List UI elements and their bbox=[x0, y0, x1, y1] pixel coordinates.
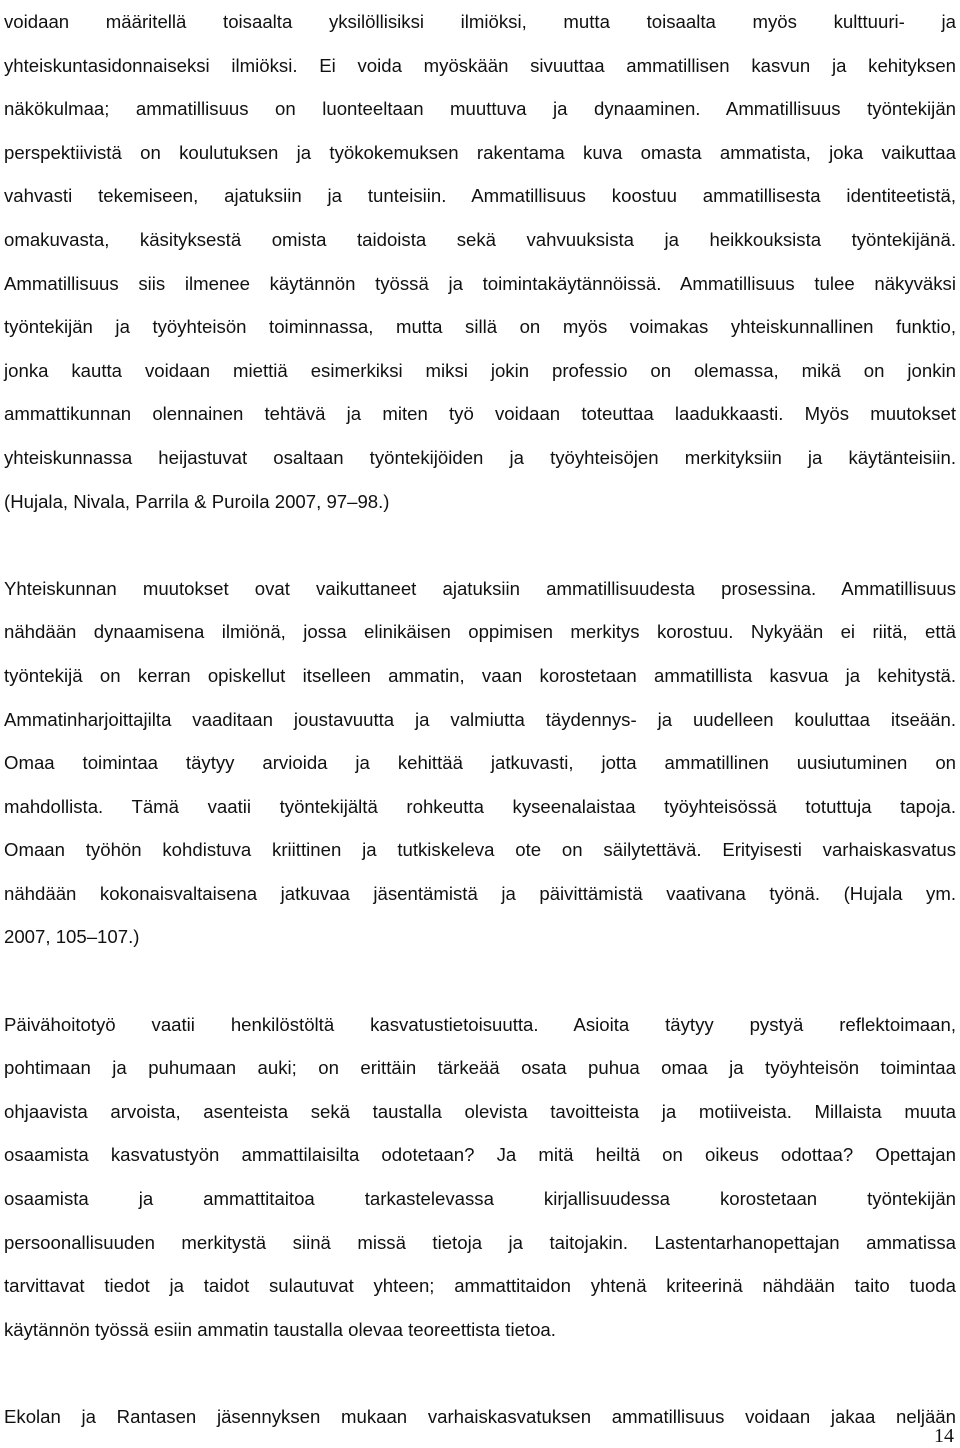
text-line-citation: 2007, 105–107.) bbox=[4, 926, 140, 948]
text-line: perspektiivistä on koulutuksen ja työkokemuksen rakentama kuva omasta ammatista, joka vaikuttaa bbox=[4, 141, 956, 163]
text-line: ammattikunnan olennainen tehtävä ja miten työ voidaan toteuttaa laadukkaasti. Myös muutokset bbox=[4, 403, 956, 425]
text-line: ohjaavista arvoista, asenteista sekä taustalla olevista tavoitteista ja motiiveista. Millaista muuta bbox=[4, 1100, 956, 1122]
text-line: jonka kautta voidaan miettiä esimerkiksi miksi jokin professio on olemassa, mikä on jonkin bbox=[4, 359, 956, 381]
paragraph-spacer bbox=[4, 959, 956, 1003]
text-line: yhteiskuntasidonnaiseksi ilmiöksi. Ei voida myöskään sivuuttaa ammatillisen kasvun ja kehityksen bbox=[4, 54, 956, 76]
paragraph-professionalism-definition bbox=[4, 0, 956, 523]
text-line: Ekolan ja Rantasen jäsennyksen mukaan varhaiskasvatuksen ammatillisuus voidaan jakaa neljään bbox=[4, 1406, 956, 1427]
text-line: yhteiskunnassa heijastuvat osaltaan työntekijöiden ja työyhteisöjen merkityksiin ja käytänteisiin. bbox=[4, 446, 956, 468]
text-line: Päivähoitotyö vaatii henkilöstöltä kasvatustietoisuutta. Asioita täytyy pystyä reflektoimaan, bbox=[4, 1013, 956, 1035]
text-line: näkökulmaa; ammatillisuus on luonteeltaan muuttuva ja dynaaminen. Ammatillisuus työntekijän bbox=[4, 98, 956, 120]
paragraph-spacer bbox=[4, 1351, 956, 1395]
paragraph-spacer bbox=[4, 523, 956, 567]
paragraph-ekola-rantanen bbox=[4, 1395, 956, 1439]
text-line: tarvittavat tiedot ja taidot sulautuvat yhteen; ammattitaidon yhtenä kriteerinä nähdään taito tuoda bbox=[4, 1275, 956, 1297]
text-line: Ammatillisuus siis ilmenee käytännön työssä ja toimintakäytännöissä. Ammatillisuus tulee näkyväksi bbox=[4, 272, 956, 294]
text-line: käytännön työssä esiin ammatin taustalla olevaa teoreettista tietoa. bbox=[4, 1318, 556, 1340]
text-line: Ammatinharjoittajilta vaaditaan joustavuutta ja valmiutta täydennys- ja uudelleen kouluttaa itseään. bbox=[4, 708, 956, 730]
text-line: osaamista ja ammattitaitoa tarkastelevassa kirjallisuudessa korostetaan työntekijän bbox=[4, 1188, 956, 1210]
text-line: nähdään kokonaisvaltaisena jatkuvaa jäsentämistä ja päivittämistä vaativana työnä. (Hujala ym. bbox=[4, 882, 956, 904]
text-line: Omaa toimintaa täytyy arvioida ja kehittää jatkuvasti, jotta ammatillinen uusiutuminen on bbox=[4, 752, 956, 774]
text-line: nähdään dynaamisena ilmiönä, jossa elinikäisen oppimisen merkitys korostuu. Nykyään ei riitä, että bbox=[4, 621, 956, 643]
paragraph-societal-changes bbox=[4, 567, 956, 959]
text-line: Yhteiskunnan muutokset ovat vaikuttaneet ajatuksiin ammatillisuudesta prosessina. Ammatillisuus bbox=[4, 577, 956, 599]
text-line: työntekijä on kerran opiskellut itselleen ammatin, vaan korostetaan ammatillista kasvua ja kehitystä. bbox=[4, 664, 956, 686]
document-page bbox=[4, 0, 956, 1439]
text-line: osaamista kasvatustyön ammattilaisilta odotetaan? Ja mitä heiltä on oikeus odottaa? Opettajan bbox=[4, 1144, 956, 1166]
text-line: pohtimaan ja puhumaan auki; on erittäin tärkeää osata puhua omaa ja työyhteisön toimintaa bbox=[4, 1057, 956, 1079]
text-line-citation: (Hujala, Nivala, Parrila & Puroila 2007, 97–98.) bbox=[4, 490, 390, 512]
text-line: omakuvasta, käsityksestä omista taidoista sekä vahvuuksista ja heikkouksista työntekijänä. bbox=[4, 228, 956, 250]
text-line: mahdollista. Tämä vaatii työntekijältä rohkeutta kyseenalaistaa työyhteisössä totuttuja tapoja. bbox=[4, 795, 956, 817]
text-line: työntekijän ja työyhteisön toiminnassa, mutta sillä on myös voimakas yhteiskunnallinen funktio, bbox=[4, 316, 956, 338]
page-number: 14 bbox=[934, 1425, 954, 1447]
text-line: Omaan työhön kohdistuva kriittinen ja tutkiskeleva ote on säilytettävä. Erityisesti varhaiskasvatus bbox=[4, 839, 956, 861]
paragraph-daycare-work bbox=[4, 1003, 956, 1352]
text-line: persoonallisuuden merkitystä siinä missä tietoja ja taitojakin. Lastentarhanopettajan ammatissa bbox=[4, 1231, 956, 1253]
text-line: voidaan määritellä toisaalta yksilöllisiksi ilmiöksi, mutta toisaalta myös kulttuuri- ja bbox=[4, 11, 956, 32]
text-line: vahvasti tekemiseen, ajatuksiin ja tunteisiin. Ammatillisuus koostuu ammatillisesta identiteetistä, bbox=[4, 185, 956, 207]
